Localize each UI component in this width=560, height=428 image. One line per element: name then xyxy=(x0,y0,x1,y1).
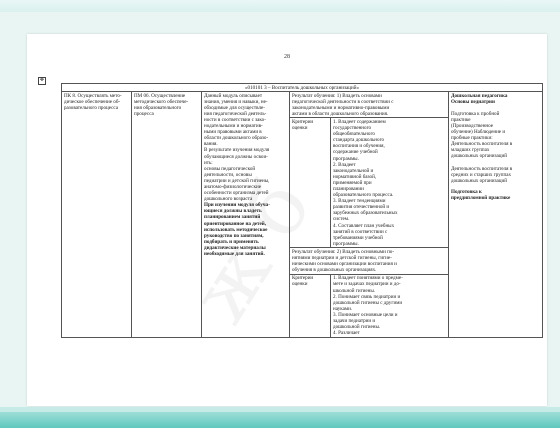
text-line: науками. xyxy=(333,305,353,312)
text-line: ными правовыми актами в xyxy=(204,129,262,136)
text-line: 4. Различает xyxy=(333,330,360,337)
text-line: содержание учебной xyxy=(333,149,378,156)
text-line: развития отечественной и xyxy=(333,204,390,211)
criteria-list-1 xyxy=(331,118,449,248)
text-line: Данный модуль описывает xyxy=(204,92,263,99)
text-line: основы педагогической xyxy=(204,165,256,172)
text-line: В результате изучения модуля xyxy=(204,147,270,154)
text-line: ности в соответствии с зако- xyxy=(204,116,266,123)
text-line: педагогической деятельности в соответствии с xyxy=(292,98,394,105)
text-line: оценки xyxy=(292,125,308,132)
text-line: 1. Владеет содержанием xyxy=(333,118,386,125)
page-number: 28 xyxy=(284,54,290,60)
text-line: ническими основами организации воспитания и xyxy=(292,261,397,268)
curriculum-table xyxy=(61,83,543,338)
bottom-band xyxy=(0,412,560,428)
text-line: особенности организма детей xyxy=(204,190,269,197)
text-line: мете и задачах педиатрии и до- xyxy=(333,281,401,288)
text-line: нятиями педиатрии и детской гигиены, гигие- xyxy=(292,255,392,262)
text-line: актами в области дошкольного образования. xyxy=(292,110,389,117)
text-line: программы. xyxy=(333,240,359,247)
criteria-label-2 xyxy=(290,274,331,337)
text-line: практике xyxy=(451,116,471,123)
text-line: программы. xyxy=(333,155,359,162)
text-line: области дошкольного образо- xyxy=(204,135,269,142)
text-line: методического обеспече- xyxy=(134,98,189,105)
text-line: ПМ 06. Осуществление xyxy=(134,92,186,99)
text-line: задачи педиатрии и xyxy=(333,317,376,324)
text-line: систем. xyxy=(333,216,350,223)
text-line: анатомо-физиологические xyxy=(204,184,262,190)
text-line: использовать методическое xyxy=(204,226,268,233)
text-line: планированием занятий xyxy=(204,214,261,221)
criteria-list-2 xyxy=(331,274,449,337)
text-line: разовательного процесса xyxy=(64,104,118,111)
text-line: дошкольных организаций xyxy=(451,153,507,160)
learning-result-1 xyxy=(290,92,449,118)
competency-cell xyxy=(62,92,132,338)
text-line: средних и старших группах xyxy=(451,171,512,178)
text-line: образовательного процесса. xyxy=(333,192,394,199)
text-line: государственного xyxy=(333,125,372,132)
text-line: подбирать и применять xyxy=(204,238,259,245)
text-line: дошкольных организаций xyxy=(451,177,507,184)
text-line: оценки xyxy=(292,281,308,288)
text-line: При изучении модуля обуча- xyxy=(204,202,270,209)
text-line: обучения в дошкольных организациях. xyxy=(292,267,377,274)
text-line: Критерии xyxy=(292,275,314,282)
text-line: планировании xyxy=(333,186,364,192)
text-line: 4. Составляет план учебных xyxy=(333,222,395,229)
practice-cell xyxy=(449,92,543,338)
text-line: Дошкольная педагогика xyxy=(451,92,508,99)
text-line: педиатрии и детской гигиены, xyxy=(204,177,270,184)
text-line: (Производственное xyxy=(451,122,494,129)
text-line: применяемой при xyxy=(333,179,372,186)
text-line: пробные практики: xyxy=(451,135,493,142)
module-cell xyxy=(132,92,202,338)
text-line: общеобязательного xyxy=(333,131,375,138)
text-line: знания, умения и навыки, не- xyxy=(204,98,268,105)
criteria-label-1 xyxy=(290,118,331,248)
text-line: обучение) Наблюдение и xyxy=(451,129,506,136)
text-line: 2. Владеет xyxy=(333,161,356,168)
table-header: «010101 3 – Воспитатель дошкольных организаций» xyxy=(62,84,543,92)
text-line: младших группах xyxy=(451,147,490,154)
text-line: Деятельность воспитателя в xyxy=(451,165,513,172)
text-line: Подготовка к xyxy=(451,188,482,195)
text-line: Критерии xyxy=(292,118,314,125)
text-line: деятельности, основы xyxy=(204,171,252,178)
text-line: ния образовательного xyxy=(134,104,182,111)
text-line: воспитания и обучения, xyxy=(333,143,385,150)
text-line: ориентированное на детей, xyxy=(204,220,267,227)
text-line: дидактические материалы xyxy=(204,244,266,251)
text-line: Результат обучения: 1) Владеть основами xyxy=(292,92,382,99)
text-line: законодательной и xyxy=(333,167,374,174)
text-line: 1. Владеет понятиями о предме- xyxy=(333,275,403,282)
text-line: ющиеся должны владеть xyxy=(204,208,262,215)
text-line: законодательными и нормативно-правовыми xyxy=(292,104,390,111)
text-line: обучающиеся должны освои- xyxy=(204,153,268,160)
text-line: ить: xyxy=(204,159,213,166)
text-line: дошкольной гигиены. xyxy=(333,324,381,331)
text-line: дошкольного возраста xyxy=(204,196,253,203)
top-bar xyxy=(0,0,560,12)
text-line: требованиями учебной xyxy=(333,234,383,241)
text-line: нодательными и норматив- xyxy=(204,123,263,130)
text-line: занятий в соответствии с xyxy=(333,228,388,235)
text-line: руководство по занятиям, xyxy=(204,232,264,239)
table-anchor-icon[interactable]: ✥ xyxy=(39,78,45,83)
text-line: Основы педиатрии xyxy=(451,98,495,105)
text-line: Результат обучения: 2) Владеть основными по- xyxy=(292,248,395,255)
learning-result-2 xyxy=(290,248,449,274)
text-line: дическое обеспечение об- xyxy=(64,98,121,105)
module-description-cell xyxy=(202,92,290,338)
text-line: вания. xyxy=(204,141,218,148)
text-line: школьной гигиены. xyxy=(333,287,376,294)
text-line: преддипломной практике xyxy=(451,195,511,201)
text-line: зарубежных образовательных xyxy=(333,210,398,217)
text-line: Деятельность воспитателя в xyxy=(451,141,513,148)
text-line: 3. Владеет тенденциями xyxy=(333,198,386,205)
text-line: 3. Понимает основные цели и xyxy=(333,311,398,318)
text-line: ПК 8. Осуществлять мето- xyxy=(64,92,122,99)
text-line: стандарта дошкольного xyxy=(333,137,385,144)
text-line: обходимые для осуществле- xyxy=(204,104,265,111)
text-line: 2. Понимает связь педиатрии и xyxy=(333,293,401,300)
text-line: процесса xyxy=(134,110,154,117)
text-line: нормативной базой, xyxy=(333,173,377,180)
text-line: необходимые для занятий. xyxy=(204,251,265,258)
document-page xyxy=(27,34,547,406)
text-line: Подготовка к пробной xyxy=(451,110,500,117)
text-line: дошкольной гигиены с другими xyxy=(333,299,403,306)
text-line: ния педагогической деятель- xyxy=(204,110,267,117)
